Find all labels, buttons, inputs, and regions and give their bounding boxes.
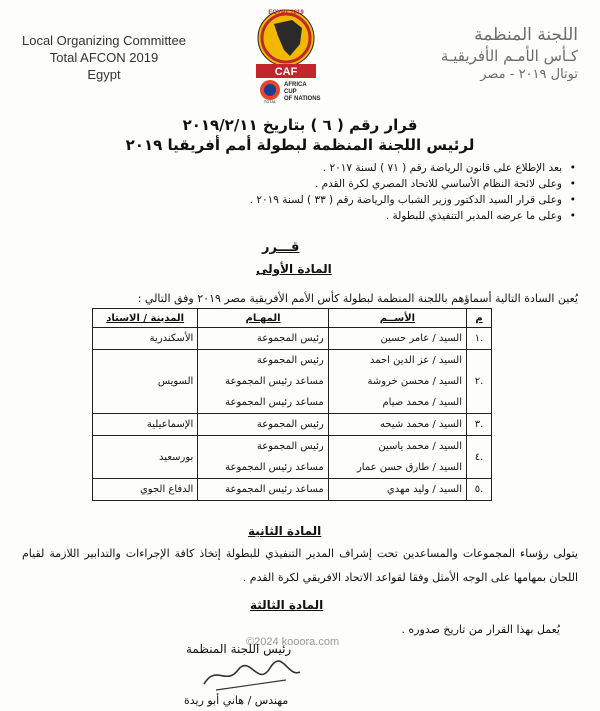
member-name: السيد / محسن خروشة <box>367 376 462 387</box>
col-header-city: المدينة / الاستاد <box>93 309 198 328</box>
article3-heading: المادة الثالثة <box>250 598 324 612</box>
edition-ar: توتال ٢٠١٩ - مصر <box>480 67 578 82</box>
preamble-item: • وعلى ما عرضه المدير التنفيذي للبطولة . <box>106 208 576 224</box>
col-header-number: م <box>467 309 492 328</box>
article2-heading: المادة الثانية <box>248 524 322 538</box>
member-role: مساعد رئيس المجموعة <box>225 484 324 495</box>
committee-name-ar: اللجنة المنظمة <box>474 25 578 45</box>
row-number: .٤ <box>467 436 492 479</box>
member-city: الأسكندرية <box>93 328 198 350</box>
col-header-role: المهـام <box>198 309 328 328</box>
logo-brand-text: TOTAL <box>263 99 277 104</box>
country-en: Egypt <box>87 67 121 82</box>
preamble-item: • وعلى قرار السيد الدكتور وزير الشباب والرياضة رقم ( ٣٣ ) لسنة ٢٠١٩ . <box>106 192 576 208</box>
article2-text: يتولى رؤساء المجموعات والمساعدين تحت إشراف المدير التنفيذي للبطولة إتخاذ كافة الإجراءات والتدابير اللازمة لقيام اللجان بمهامها على الوجه الأمثل وفقا لقواعد الاتحاد الافريقي لكرة القدم . <box>22 547 578 584</box>
appointments-table <box>92 308 492 501</box>
table-row <box>93 414 492 436</box>
tournament-name-ar: كـأس الأمـم الأفريقيـة <box>440 47 578 65</box>
member-role: مساعد رئيس المجموعة <box>225 376 324 387</box>
member-role: مساعد رئيس المجموعة <box>225 462 324 473</box>
member-name: السيد / وليد مهدي <box>386 484 462 495</box>
table-row <box>93 350 492 414</box>
member-role: رئيس المجموعة <box>256 355 324 366</box>
row-number: .٥ <box>467 479 492 501</box>
table-row <box>93 436 492 479</box>
logo-top-text: EGYPT 2019 <box>268 10 304 16</box>
article3-text: يُعمل بهذا القرار من تاريخ صدوره . <box>401 623 560 636</box>
member-name: السيد / محمد شيحه <box>380 419 462 430</box>
member-city: الدفاع الجوي <box>93 479 198 501</box>
preamble-item: • وعلى لائحة النظام الأساسي للاتحاد المصري لكرة القدم . <box>106 176 576 192</box>
preamble-item: • بعد الإطلاع على قانون الرياضة رقم ( ٧١ ) لسنة ٢٠١٧ . <box>106 160 576 176</box>
decree-title: قرار رقم ( ٦ ) بتاريخ ٢٠١٩/٢/١١ <box>182 116 418 134</box>
member-city: بورسعيد <box>93 436 198 479</box>
article1-heading: المادة الأولى <box>256 262 332 276</box>
table-header-row <box>93 309 492 328</box>
watermark: ©2024 kooora.com <box>246 636 340 648</box>
header-left <box>14 32 194 83</box>
member-role: رئيس المجموعة <box>256 441 324 452</box>
logo-caf-text: CAF <box>274 66 298 78</box>
decree-subtitle: لرئيس اللجنة المنظمة لبطولة أمم أفريقيا ٢٠١٩ <box>125 136 475 154</box>
header-right <box>418 24 578 84</box>
signature-name: مهندس / هاني أبو ريدة <box>184 694 289 707</box>
member-city: الإسماعيلية <box>93 414 198 436</box>
member-name: السيد / محمد صيام <box>382 397 462 408</box>
member-name: السيد / محمد ياسين <box>378 441 462 452</box>
article1-intro: يُعين السادة التالية أسماؤهم باللجنة المنظمة لبطولة كأس الأمم الأفريقية مصر ٢٠١٩ وفق التالي : <box>137 292 578 305</box>
member-role: رئيس المجموعة <box>256 419 324 430</box>
committee-name-en: Local Organizing Committee <box>21 33 187 48</box>
col-header-name: الأســم <box>328 309 466 328</box>
row-number: .٣ <box>467 414 492 436</box>
member-name: السيد / طارق حسن عمار <box>356 462 462 473</box>
preamble-list <box>106 160 576 224</box>
signature-mark <box>196 656 306 696</box>
logo-side-nations: OF NATIONS <box>284 96 321 102</box>
member-name: السيد / عز الدين احمد <box>369 355 462 366</box>
member-name: السيد / عامر حسين <box>380 333 462 344</box>
decision-heading: قـــرر <box>262 240 300 255</box>
member-role: رئيس المجموعة <box>256 333 324 344</box>
member-role: مساعد رئيس المجموعة <box>225 397 324 408</box>
signature-title: رئيس اللجنة المنظمة <box>186 642 292 656</box>
table-row <box>93 328 492 350</box>
logo-side-africa: AFRICA <box>284 82 307 88</box>
table-row <box>93 479 492 501</box>
row-number: .٢ <box>467 350 492 414</box>
row-number: .١ <box>467 328 492 350</box>
logo-side-cup: CUP <box>284 89 297 95</box>
tournament-name-en: Total AFCON 2019 <box>49 50 159 65</box>
member-city: السويس <box>93 350 198 414</box>
afcon-logo <box>244 4 354 104</box>
